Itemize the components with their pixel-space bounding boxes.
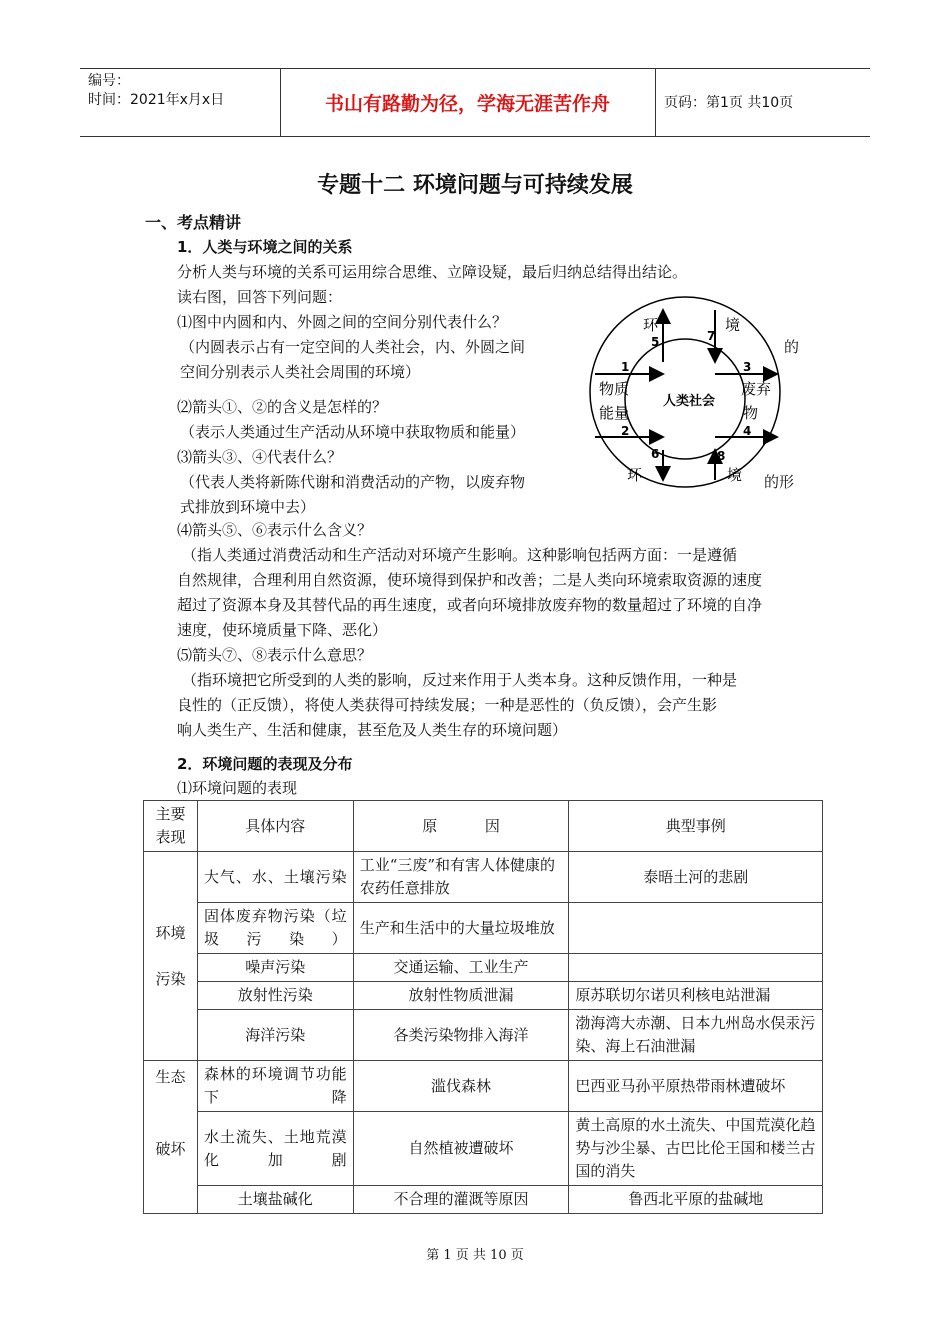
table-cell: 固体废弃物污染（垃圾污染）	[197, 903, 353, 954]
table-cell: 噪声污染	[197, 954, 353, 982]
table-cell: 海洋污染	[197, 1010, 353, 1061]
table-row	[144, 852, 823, 903]
human-environment-diagram	[585, 292, 785, 492]
answer-4-line: （指人类通过消费活动和生产活动对环境产生影响。这种影响包括两方面：一是遵循	[182, 546, 738, 564]
header-bottom-rule	[80, 136, 870, 137]
label-env-tl: 环	[643, 316, 659, 334]
group-ecology	[144, 1061, 198, 1214]
answer-2: （表示人类通过生产活动从环境中获取物质和能量）	[180, 423, 526, 441]
num-8: 8	[717, 449, 726, 463]
answer-1-line: （内圆表示占有一定空间的人类社会，内、外圆之间	[180, 338, 526, 356]
num-3: 3	[743, 360, 752, 374]
label-waste-2: 物	[743, 404, 759, 422]
section-heading: 一、考点精讲	[145, 213, 242, 232]
group-label: 生态	[155, 1068, 186, 1086]
header-motto: 书山有路勤为径，学海无涯苦作舟	[324, 93, 610, 115]
table-cell: 大气、水、土壤污染	[197, 852, 353, 903]
intro-paragraph: 分析人类与环境的关系可运用综合思维、立障设疑，最后归纳总结得出结论。	[177, 263, 688, 281]
table-header: 典型事例	[569, 801, 823, 852]
answer-4-line: 自然规律，合理利用自然资源，使环境得到保护和改善；二是人类向环境索取资源的速度	[177, 571, 763, 589]
answer-5-line: 良性的（正反馈），将使人类获得可持续发展；一种是恶性的（负反馈），会产生影	[177, 696, 718, 714]
table-cell: 巴西亚马孙平原热带雨林遭破坏	[569, 1061, 823, 1112]
group-pollution	[144, 852, 198, 1061]
page-title: 专题十二 环境问题与可持续发展	[317, 173, 633, 198]
num-1: 1	[621, 360, 630, 374]
question-1: ⑴图中内圆和内、外圆之间的空间分别代表什么？	[177, 313, 508, 331]
answer-4-line: 超过了资源本身及其替代品的再生速度，或者向环境排放废弃物的数量超过了环境的自净	[177, 596, 763, 614]
label-matter: 物质	[599, 380, 630, 398]
label-waste: 废弃	[741, 380, 772, 398]
group-label: 环境	[155, 924, 186, 942]
table-row	[144, 954, 823, 982]
environment-problems-table	[143, 800, 823, 1214]
label-energy: 能量	[599, 404, 630, 422]
table-cell: 交通运输、工业生产	[353, 954, 569, 982]
answer-3-line-tail: 的形	[764, 473, 795, 491]
header-top-rule	[80, 68, 870, 69]
table-cell: 放射性物质泄漏	[353, 982, 569, 1010]
table-caption: ⑴环境问题的表现	[177, 779, 298, 797]
group-label: 污染	[155, 970, 186, 988]
doc-date-label: 时间：2021年x月x日	[88, 92, 225, 108]
table-cell: 鲁西北平原的盐碱地	[569, 1186, 823, 1214]
label-env-bl: 环	[627, 466, 643, 484]
answer-1-line-tail: 的	[784, 338, 800, 356]
answer-3-line: （代表人类将新陈代谢和消费活动的产物，以废弃物	[180, 473, 526, 491]
label-env-tr: 境	[725, 316, 741, 334]
table-cell: 水土流失、土地荒漠化加剧	[197, 1112, 353, 1186]
table-row	[144, 903, 823, 954]
page-footer: 第 1 页 共 10 页	[426, 1248, 524, 1263]
header-divider	[655, 68, 656, 136]
table-row	[144, 1010, 823, 1061]
answer-5-line: （指环境把它所受到的人类的影响，反过来作用于人类本身。这种反馈作用，一种是	[182, 671, 738, 689]
table-cell	[569, 903, 823, 954]
table-header: 具体内容	[197, 801, 353, 852]
question-3: ⑶箭头③、④代表什么？	[177, 448, 343, 466]
group-label: 破坏	[155, 1140, 186, 1158]
num-5: 5	[651, 335, 660, 349]
subsection-heading: 2．环境问题的表现及分布	[177, 755, 353, 773]
question-5: ⑸箭头⑦、⑧表示什么意思？	[177, 646, 373, 664]
table-row	[144, 1186, 823, 1214]
answer-5-line: 响人类生产、生活和健康，甚至危及人类生存的环境问题）	[177, 721, 568, 739]
doc-number-label: 编号：	[88, 73, 130, 89]
num-7: 7	[707, 329, 716, 343]
table-cell: 自然植被遭破坏	[353, 1112, 569, 1186]
question-4: ⑷箭头⑤、⑥表示什么含义？	[177, 521, 373, 539]
table-cell: 渤海湾大赤潮、日本九州岛水俣汞污染、海上石油泄漏	[569, 1010, 823, 1061]
table-cell: 滥伐森林	[353, 1061, 569, 1112]
question-2: ⑵箭头①、②的含义是怎样的？	[177, 398, 388, 416]
table-header: 原 因	[353, 801, 569, 852]
label-env-br: 境	[727, 466, 743, 484]
table-cell	[569, 954, 823, 982]
table-header-row	[144, 801, 823, 852]
table-cell: 生产和生活中的大量垃圾堆放	[353, 903, 569, 954]
table-row	[144, 1061, 823, 1112]
table-cell: 黄土高原的水土流失、中国荒漠化趋势与沙尘暴、古巴比伦王国和楼兰古国的消失	[569, 1112, 823, 1186]
table-cell: 不合理的灌溉等原因	[353, 1186, 569, 1214]
diagram-center-label: 人类社会	[662, 394, 716, 409]
table-row	[144, 982, 823, 1010]
table-cell: 工业“三废”和有害人体健康的农药任意排放	[353, 852, 569, 903]
table-cell: 放射性污染	[197, 982, 353, 1010]
num-2: 2	[621, 424, 630, 438]
answer-4-line: 速度，使环境质量下降、恶化）	[177, 621, 388, 639]
num-6: 6	[651, 447, 660, 461]
table-cell: 泰晤土河的悲剧	[569, 852, 823, 903]
subsection-heading: 1．人类与环境之间的关系	[177, 238, 353, 256]
instruction-text: 读右图，回答下列问题：	[177, 288, 343, 306]
table-cell: 森林的环境调节功能下降	[197, 1061, 353, 1112]
table-row	[144, 1112, 823, 1186]
answer-1-line: 空间分别表示人类社会周围的环境）	[180, 363, 421, 381]
table-cell: 各类污染物排入海洋	[353, 1010, 569, 1061]
num-4: 4	[743, 424, 752, 438]
table-cell: 原苏联切尔诺贝利核电站泄漏	[569, 982, 823, 1010]
page-number-label: 页码：第1页 共10页	[664, 95, 794, 111]
answer-3-line: 式排放到环境中去）	[180, 498, 316, 516]
table-header: 主要表现	[144, 801, 198, 852]
table-cell: 土壤盐碱化	[197, 1186, 353, 1214]
